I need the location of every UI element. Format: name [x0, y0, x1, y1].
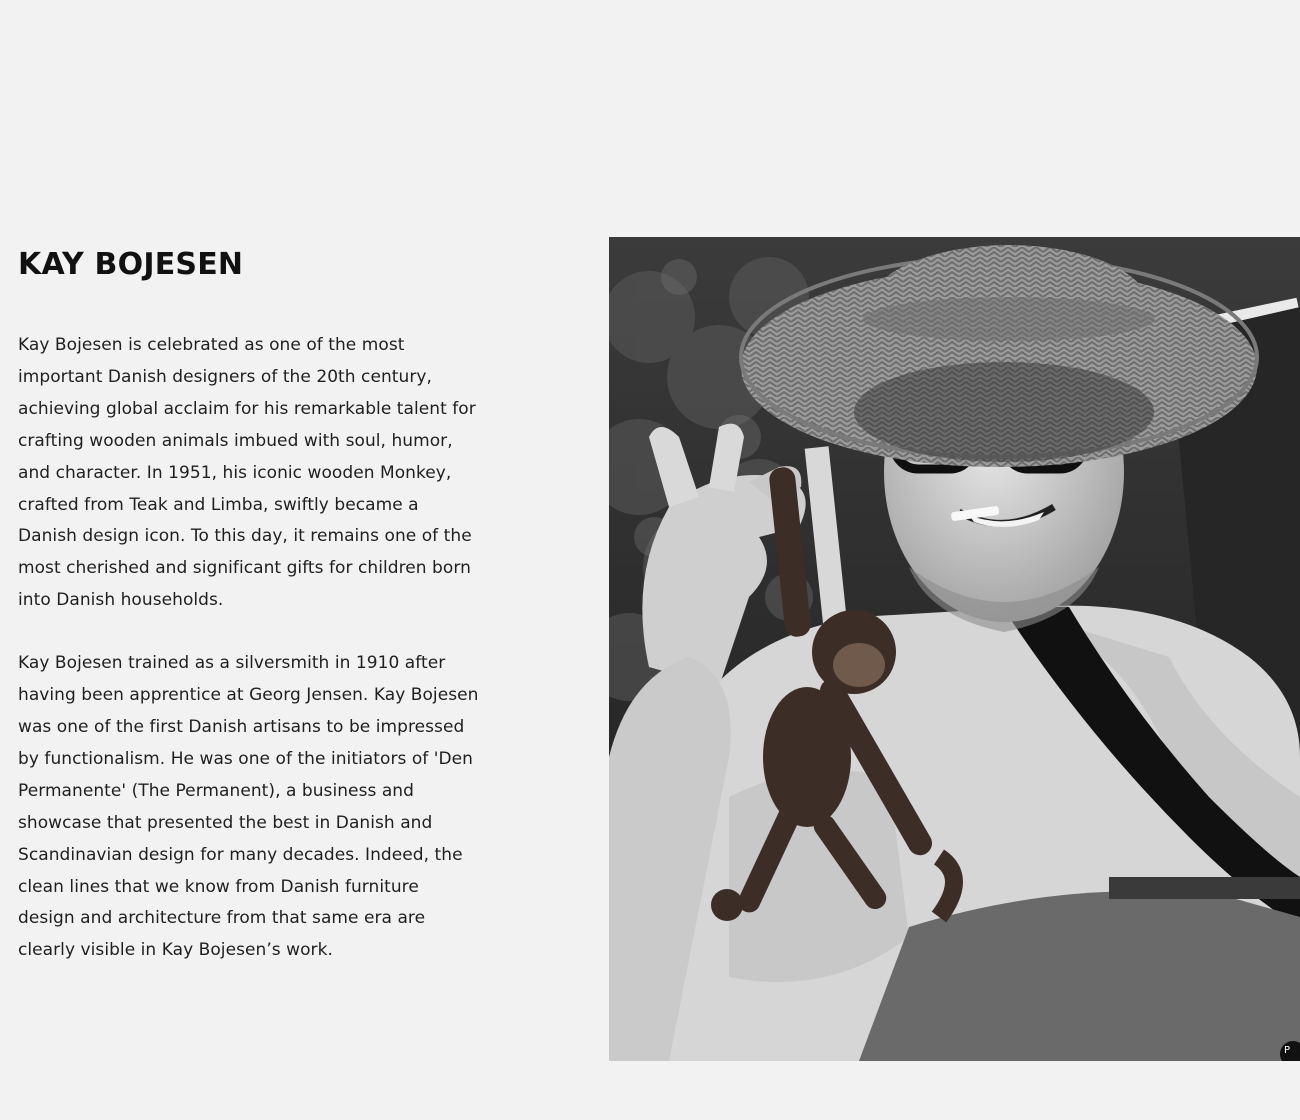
designer-title: KAY BOJESEN — [18, 247, 244, 282]
bio-paragraph-1: Kay Bojesen is celebrated as one of the most important Danish designers of the 20th century, achieving global acclaim for his remarkable talent for crafting wooden animals imbued with soul, humor, and character. In 1951, his iconic wooden Monkey, crafted from Teak and Limba, swiftly became a Danish design icon. To this day, it remains one of the most cherished and significant gifts for children born into Danish households. — [18, 335, 476, 611]
bio-paragraph-2: Kay Bojesen trained as a silversmith in 1910 after having been apprentice at Georg Jensen. Kay Bojesen was one of the first Danish artisans to be impressed by functionalism. He was one of the initiators of 'Den Permanente' (The Permanent), a business and showcase that presented the best in Danish and Scandinavian design for many decades. Indeed, the clean lines that we know from Danish furniture design and architecture from that same era are clearly visible in Kay Bojesen’s work. — [18, 653, 479, 961]
designer-portrait-photo — [609, 237, 1300, 1061]
designer-bio — [18, 246, 480, 967]
pinterest-icon[interactable]: P — [1280, 1041, 1300, 1061]
portrait-illustration — [609, 237, 1300, 1061]
